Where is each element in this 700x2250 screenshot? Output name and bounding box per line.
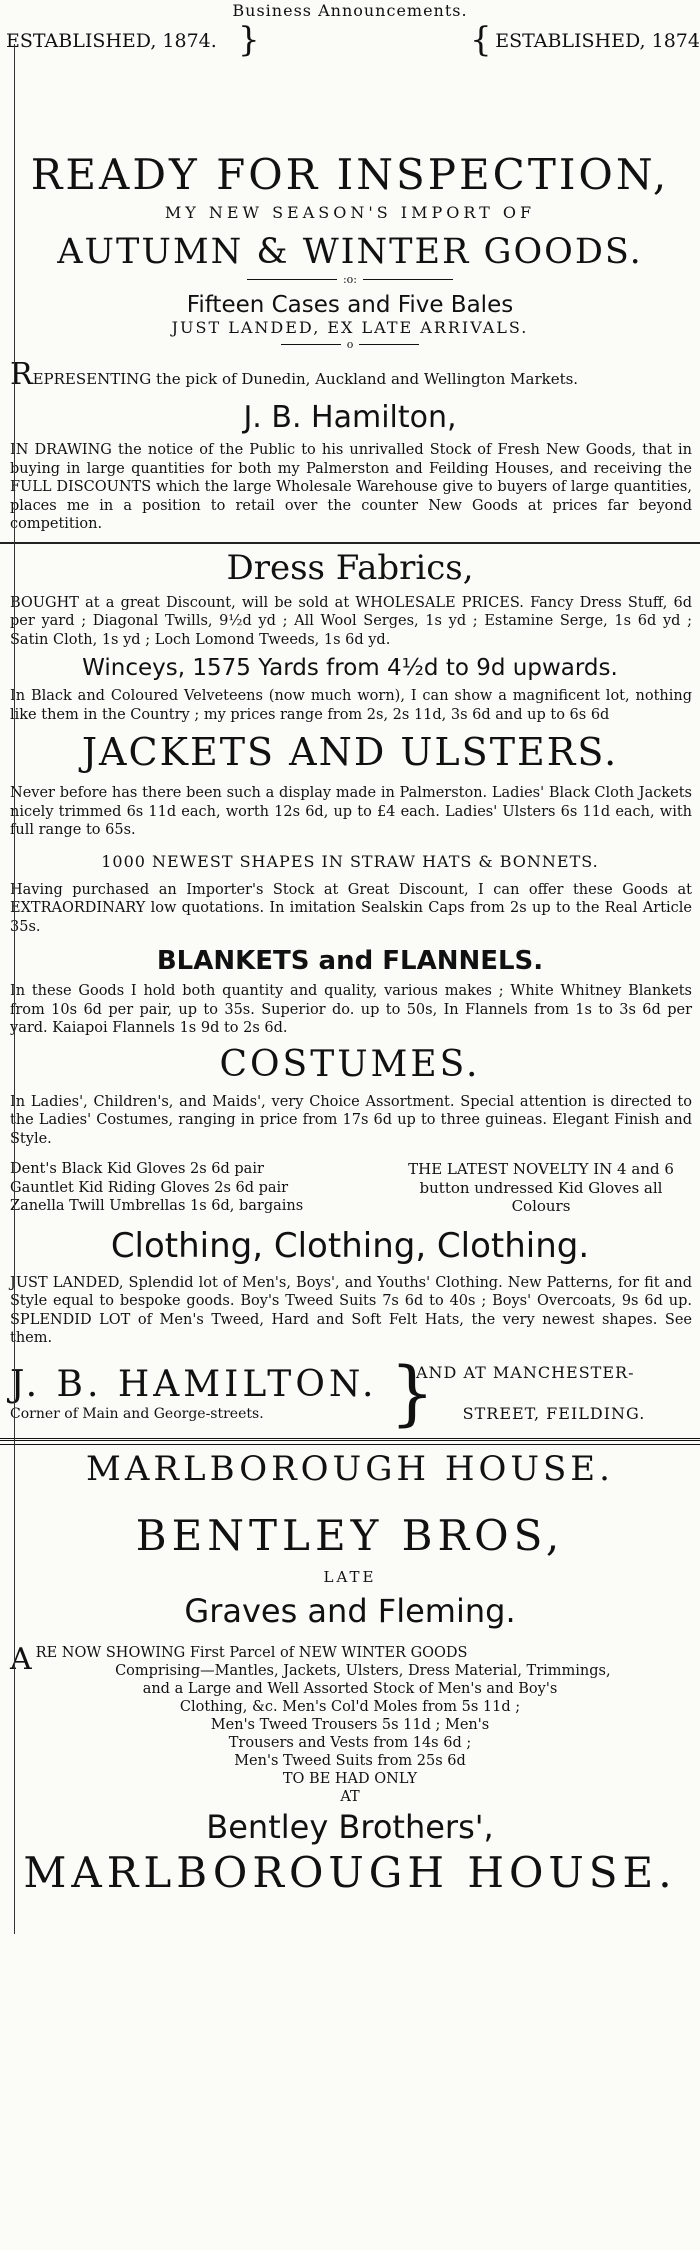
gloves-list <box>10 1160 390 1216</box>
list-line: Men's Tweed Suits from 25s 6d <box>234 1752 466 1769</box>
list-line: RE NOW SHOWING First Parcel of NEW WINTER GOODS <box>35 1644 468 1661</box>
costumes-text: In Ladies', Children's, and Maids', very Choice Assortment. Special attention is directed to the Ladies' Costumes, ranging in price from 17s 6d up to three guineas. Elegant Finish and Style. <box>10 1093 692 1147</box>
graves-fleming: Graves and Fleming. <box>184 1591 516 1630</box>
rule-ornament-2: o <box>0 337 700 351</box>
list-line: Clothing, &c. Men's Col'd Moles from 5s 11d ; <box>179 1698 521 1715</box>
list-line: Comprising—Mantles, Jackets, Ulsters, Dress Material, Trimmings, <box>115 1662 611 1679</box>
list-line: Men's Tweed Trousers 5s 11d ; Men's <box>210 1716 490 1733</box>
dress-heading: Dress Fabrics, <box>226 547 474 588</box>
double-rule <box>0 1438 700 1445</box>
marlborough-house-heading: MARLBOROUGH HOUSE. <box>86 1448 614 1489</box>
column-rule-left <box>14 44 15 1934</box>
hamilton-signature-name: J. B. HAMILTON. <box>10 1363 378 1405</box>
brace-left: } <box>238 20 260 60</box>
blankets-text: In these Goods I hold both quantity and quality, various makes ; White Whitney Blankets from 10s 6d per pair, up to 35s. Superior do. up to 50s, In Flannels from 1s to 3s 6d per yard. Kaiapoi Flannels 1s 9d to 2s 6d. <box>10 983 692 1036</box>
merchant-name: J. B. Hamilton, <box>243 400 457 435</box>
footer-brace: } <box>390 1351 435 1434</box>
bentley-brothers: Bentley Brothers', <box>206 1807 494 1846</box>
bentley-list <box>0 1641 700 1806</box>
list-line: TO BE HAD ONLY <box>282 1770 418 1787</box>
hamilton-address: Corner of Main and George-streets. <box>10 1405 264 1422</box>
gloves-item: Dent's Black Kid Gloves 2s 6d pair <box>10 1161 264 1177</box>
list-line: Trousers and Vests from 14s 6d ; <box>228 1734 472 1751</box>
novelty-text: THE LATEST NOVELTY IN 4 and 6 button undressed Kid Gloves all Colours <box>408 1160 674 1215</box>
rule-ornament: :o: <box>0 272 700 286</box>
list-line: and a Large and Well Assorted Stock of Men's and Boy's <box>142 1680 558 1697</box>
bentley-bros-heading: BENTLEY BROS, <box>135 1510 565 1560</box>
drop-cap-r: R <box>10 357 33 392</box>
drop-cap-a: A <box>10 1641 32 1677</box>
feilding-branch: AND AT MANCHESTER- STREET, FEILDING. <box>416 1362 646 1423</box>
velveteens-text: In Black and Coloured Velveteens (now much worn), I can show a magnificent lot, nothing like them in the Country ; my prices range from 2s, 2s 11d, 3s 6d and up to 6s 6d <box>10 688 692 723</box>
established-left: ESTABLISHED, 1874. <box>6 30 217 52</box>
section-header: Business Announcements. <box>232 1 468 20</box>
marlborough-house-footer: MARLBOROUGH HOUSE. <box>23 1847 677 1897</box>
gloves-item: Gauntlet Kid Riding Gloves 2s 6d pair <box>10 1179 289 1196</box>
clothing-text: JUST LANDED, Splendid lot of Men's, Boys', and Youths' Clothing. New Patterns, for fit and Style equal to bespoke goods. Boy's Tweed Suits 7s 6d to 40s ; Boys' Overcoats, 9s 6d up. SPLENDID LOT of Men's Tweed, Hard and Soft Felt Hats, the very newest shapes. See them. <box>10 1274 692 1346</box>
winceys-line: Winceys, 1575 Yards from 4½d to 9d upwards. <box>82 655 618 681</box>
brace-right: { <box>470 20 492 60</box>
established-right: ESTABLISHED, 1874 <box>495 30 700 52</box>
costumes-heading: COSTUMES. <box>219 1043 481 1085</box>
straw-heading: 1000 NEWEST SHAPES IN STRAW HATS & BONNETS. <box>101 851 599 871</box>
straw-text: Having purchased an Importer's Stock at Great Discount, I can offer these Goods at EXTRAORDINARY low quotations. In imitation Sealskin Caps from 2s up to the Real Article 35s. <box>10 881 692 935</box>
jackets-text: Never before has there been such a display made in Palmerston. Ladies' Black Cloth Jackets nicely trimmed 6s 11d each, worth 12s 6d, up to £4 each. Ladies' Ulsters 6s 11d each, with full range to 65s. <box>10 785 692 838</box>
gloves-row <box>0 1160 700 1216</box>
representing-line: REPRESENTING the pick of Dunedin, Auckland and Wellington Markets. <box>10 357 579 392</box>
gloves-item: Zanella Twill Umbrellas 1s 6d, bargains <box>10 1198 304 1214</box>
late-label: LATE <box>323 1567 377 1586</box>
dress-text: BOUGHT at a great Discount, will be sold at WHOLESALE PRICES. Fancy Dress Stuff, 6d per yard ; Diagonal Twills, 9½d yd ; All Wool Serges, 1s yd ; Estamine Serge, 1s 6d yd ; Satin Cloth, 1s yd ; Loch Lomond Tweeds, 1s 6d yd. <box>10 594 692 648</box>
hamilton-footer <box>0 1351 700 1434</box>
ad-title: READY FOR INSPECTION, <box>30 150 670 199</box>
intro-paragraph: IN DRAWING the notice of the Public to his unrivalled Stock of Fresh New Goods, that in buying in large quantities for both my Palmerston and Feilding Houses, and receiving the FULL DISCOUNTS which the large Wholesale Warehouse give to buyers of large quantities, places me in a position to retail over the counter New Goods at prices far beyond competition. <box>10 442 692 532</box>
landed-line: JUST LANDED, EX LATE ARRIVALS. <box>171 318 529 337</box>
divider <box>0 542 700 544</box>
ad-subtitle: MY NEW SEASON'S IMPORT OF <box>164 203 536 222</box>
goods-heading: AUTUMN & WINTER GOODS. <box>57 232 643 272</box>
established-row <box>0 22 700 62</box>
jackets-heading: JACKETS AND ULSTERS. <box>81 730 619 774</box>
cases-line: Fifteen Cases and Five Bales <box>186 292 514 318</box>
clothing-heading: Clothing, Clothing, Clothing. <box>110 1225 590 1266</box>
blankets-heading: BLANKETS and FLANNELS. <box>156 946 544 976</box>
list-line: AT <box>340 1788 360 1805</box>
